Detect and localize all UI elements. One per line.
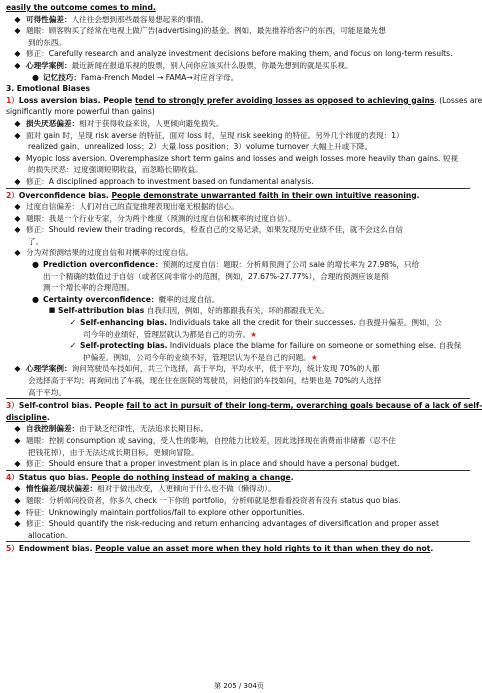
- item-text: 预测的过度自信：题眼：分析师预测了公司 sale 的增长率为 27.98%，只给: [162, 260, 420, 270]
- item-heading: 记忆技巧：: [43, 72, 81, 82]
- item-text: 题眼：我是一个行业专家，分为两个维度（预测的过度自信和概率的过度自信）。: [26, 213, 296, 223]
- list-item: [6, 118, 470, 130]
- subsection-title: 4）Status quo bias. People do nothing instead of making a change.: [6, 472, 294, 482]
- list-item: [6, 317, 470, 329]
- list-item: [6, 72, 470, 84]
- list-item: [6, 176, 470, 189]
- checkmark-icon: ✓: [69, 318, 77, 328]
- subsection-title: 1）Loss aversion bias. People tend to strongly prefer avoiding losses as opposed to achieving gains. (Losses are: [6, 95, 482, 105]
- item-heading: 可得性偏差：: [26, 14, 72, 24]
- diamond-bullet-icon: ◆: [14, 14, 21, 24]
- item-text: 题眼：分析师问投资者，你多久 check 一下你的 portfolio，分析师就是想看看投资者有没有 status quo bias.: [26, 495, 401, 505]
- item-heading: 损失厌恶偏差：: [26, 118, 80, 128]
- subsection-title: 2）Overconfidence bias. People demonstrate unwarranted faith in their own intuitive reasoning.: [6, 190, 420, 200]
- item-heading: 心理学案例：: [26, 60, 72, 70]
- diamond-bullet-icon: ◆: [14, 49, 21, 59]
- subsection-title-continued: discipline.: [6, 412, 50, 422]
- item-heading: 心理学案例：: [26, 364, 72, 374]
- item-text: 题眼：顾客购买了经常在电视上做广告(advertising)的基金。例如，最先推荐给客户的东西，可能是最先想: [26, 26, 386, 36]
- diamond-bullet-icon: ◆: [14, 484, 21, 494]
- item-text: 概率的过度自信。: [158, 294, 220, 304]
- page-number: 第 205 / 304页: [214, 682, 264, 690]
- list-item: [6, 213, 470, 225]
- item-text-continued: 的损失厌恶：过度强调短期收益，而忽略长期收益。: [28, 165, 203, 175]
- item-text: 自我归因，例如，好的都跟我有关，坏的都跟我无关。: [144, 306, 329, 316]
- item-heading: Prediction overconfidence：: [43, 260, 163, 270]
- square-bullet-icon: ■: [48, 306, 56, 315]
- subsection-title: 3）Self-control bias. People fail to act in pursuit of their long-term, overarching goals because of a lack of self-: [6, 401, 482, 411]
- item-text: 由于缺乏纪律性，无法追求长期目标。: [79, 424, 209, 434]
- item-text-continued: 高于平均。: [6, 387, 470, 400]
- diamond-bullet-icon: ◆: [14, 507, 21, 517]
- diamond-bullet-icon: ◆: [14, 60, 21, 70]
- item-text: 修正：Should review their trading records，检查自己的交易记录，如果发现历史业绩不佳，就不会这么自信: [26, 225, 404, 235]
- item-text: 修正：A disciplined approach to investment based on fundamental analysis.: [26, 176, 314, 186]
- diamond-bullet-icon: ◆: [14, 248, 21, 258]
- diamond-bullet-icon: ◆: [14, 519, 21, 529]
- list-item: [6, 247, 470, 259]
- list-item: [6, 495, 470, 507]
- list-item: [6, 305, 470, 317]
- list-item: [6, 130, 470, 142]
- item-text: 修正：Should quantify the risk-reducing and return enhancing advantages of diversification and proper asset: [26, 519, 439, 529]
- checkmark-icon: ✓: [69, 341, 77, 351]
- diamond-bullet-icon: ◆: [14, 118, 21, 128]
- item-text: 题眼：控制 consumption 或 saving，受人性的影响，自控能力比较差，因此选择现在消费而非储蓄（忍不住: [26, 435, 396, 445]
- list-item: [6, 25, 470, 37]
- diamond-bullet-icon: ◆: [14, 459, 21, 469]
- item-text-continued: realized gain、unrealized loss；2）大量 loss position；3）volume turnover 大幅上升或下降。: [28, 142, 373, 152]
- item-text: 分为对预测结果的过度自信和对概率的过度自信。: [26, 248, 194, 258]
- diamond-bullet-icon: ◆: [14, 130, 21, 140]
- item-text-continued: allocation.: [6, 530, 470, 543]
- diamond-bullet-icon: ◆: [14, 213, 21, 223]
- subsection-title: 5）Endowment bias. People value an asset more when they hold rights to it than when they do not.: [6, 544, 434, 554]
- diamond-bullet-icon: ◆: [14, 153, 21, 163]
- item-text: 过度自信偏差：人们对自己的直觉推理表现出毫无根据的信心。: [26, 202, 239, 212]
- dot-bullet-icon: ●: [32, 294, 39, 304]
- diamond-bullet-icon: ◆: [14, 202, 21, 212]
- dot-bullet-icon: ●: [32, 72, 39, 82]
- item-text-continued: 测一个增长率的合理范围。: [43, 283, 135, 293]
- diamond-bullet-icon: ◆: [14, 364, 21, 374]
- item-heading: 自我控制偏差：: [26, 424, 80, 434]
- item-text: Individuals take all the credit for their successes. 自我提升偏差。例如，公: [167, 318, 442, 328]
- star-icon: ★: [250, 329, 257, 339]
- item-text: 面对 gain 时，呈现 risk averse 的特征，面对 loss 时，呈现 risk seeking 的特征。另外几个纬度的表现：1）: [26, 130, 404, 140]
- dot-bullet-icon: ●: [32, 260, 39, 270]
- diamond-bullet-icon: ◆: [14, 424, 21, 434]
- list-item: [6, 201, 470, 213]
- diamond-bullet-icon: ◆: [14, 176, 21, 186]
- item-text: 询问驾驶员车技如何，共三个选择，高于平均，平均水平，低于平均，统计发现 70%的人都: [71, 364, 380, 374]
- item-text-continued: 出一个精确的数值过于自信（或者区间非常小的范围，例如，27.67%-27.77%），合理的预测应该是预: [43, 271, 389, 281]
- diamond-bullet-icon: ◆: [14, 435, 21, 445]
- item-text: 相对于获得收益来说，人更倾向避免损失。: [79, 118, 224, 128]
- item-text-continued: 会选择高于平均；再询问出了车祸，现在住在医院的驾驶员，问他们的车技如何，结果也是 70%的人选择: [28, 376, 382, 385]
- item-text: 最近新闻在报道乐视的股票，别人问你应该买什么股票，你最先想到的就是买乐视。: [71, 60, 353, 70]
- list-item: [6, 435, 470, 447]
- document-page: [6, 2, 482, 555]
- list-item: [6, 483, 470, 495]
- item-heading: Self-enhancing bias.: [80, 318, 168, 328]
- item-text: 修正：Should ensure that a proper investment plan is in place and should have a personal budget.: [26, 459, 400, 469]
- top-line: easily the outcome comes to mind.: [6, 3, 156, 12]
- item-text: 人往往会想到那些最容易想起来的事情。: [71, 14, 209, 24]
- item-text: 相对于做出改变，人更倾向于什么也不做（懒得动）。: [97, 484, 276, 494]
- list-item: [6, 294, 470, 306]
- list-item: [6, 458, 470, 471]
- item-text: 修正：Carefully research and analyze investment decisions before making them, and focus on long-term results.: [26, 49, 453, 59]
- list-item: [6, 340, 470, 352]
- item-text: 特征：Unknowingly maintain portfolios/fail to explore other opportunities.: [26, 507, 305, 517]
- item-text-continued: 了。: [28, 236, 44, 246]
- item-heading: Certainty overconfidence：: [43, 294, 159, 304]
- item-heading: Self-protecting bias.: [80, 341, 168, 351]
- list-item: [6, 48, 470, 60]
- item-heading: Self-attribution bias: [58, 306, 145, 316]
- item-text: Myopic loss aversion. Overemphasize short term gains and losses and weigh losses more heavily than gains. 短视: [26, 153, 459, 163]
- item-text-continued: 司今年的业绩好，管理层就认为都是自己的功劳。★: [83, 329, 257, 339]
- list-item: [6, 259, 470, 271]
- section-heading: 3. Emotional Biases: [6, 84, 91, 94]
- list-item: [6, 518, 470, 530]
- diamond-bullet-icon: ◆: [14, 225, 21, 235]
- list-item: [6, 507, 470, 519]
- diamond-bullet-icon: ◆: [14, 495, 21, 505]
- item-text-continued: 把钱花掉），由于无法达成长期目标，更倾向冒险。: [28, 447, 199, 457]
- star-icon: ★: [310, 352, 318, 362]
- list-item: [6, 60, 470, 72]
- diamond-bullet-icon: ◆: [14, 26, 21, 36]
- subsection-title-continued: significantly more powerful than gains): [6, 107, 155, 117]
- item-text-continued: 护偏差。例如，公司今年的业绩不好，管理层认为不是自己的问题。★: [83, 352, 318, 362]
- list-item: [6, 224, 470, 236]
- item-heading: 惰性偏差/现状偏差：: [26, 484, 98, 494]
- list-item: [6, 363, 470, 375]
- list-item: [6, 423, 470, 435]
- list-item: [6, 14, 470, 26]
- item-text-continued: 到的东西。: [28, 37, 66, 47]
- list-item: [6, 153, 470, 165]
- item-text: Fama-French Model → FAMA→对应首字母。: [80, 72, 239, 82]
- item-text: Individuals place the blame for failure on someone or something else. 自我保: [167, 341, 462, 351]
